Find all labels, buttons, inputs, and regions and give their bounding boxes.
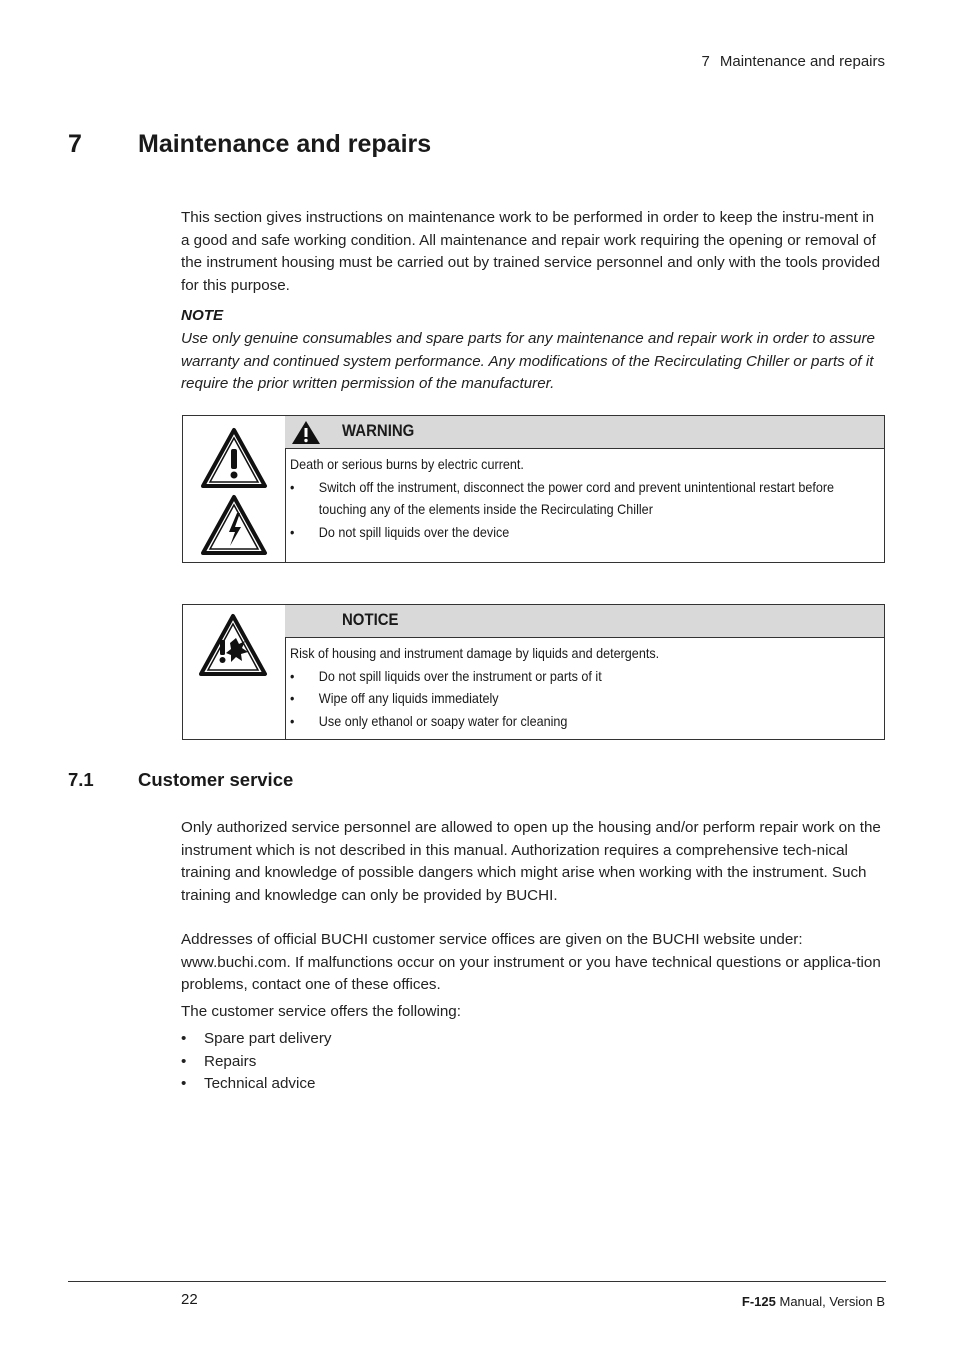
- running-header-number: 7: [701, 53, 710, 70]
- bullet-dot: •: [181, 1075, 187, 1092]
- page-number: 22: [181, 1291, 198, 1308]
- notice-lead: Risk of housing and instrument damage by liquids and detergents.: [290, 645, 660, 661]
- note-label: NOTE: [181, 307, 224, 324]
- running-header-title: Maintenance and repairs: [719, 53, 885, 70]
- bullet-dot: •: [290, 523, 295, 540]
- customer-service-paragraph-1: Only authorized service personnel are allowed to open up the housing and/or perform repair work on the instrument which is not described in this manual. Authorization requires a comprehensive tech-nical training and knowledge of possible dangers which might arise when working with the instrument. Such training and knowledge can only be provided by BUCHI.: [181, 819, 881, 904]
- warning-bullet: [290, 476, 880, 521]
- bullet-dot: •: [181, 1030, 187, 1047]
- property-damage-icon: [198, 613, 268, 677]
- warning-lead: Death or serious burns by electric current.: [290, 456, 524, 472]
- customer-service-paragraph-2: Addresses of official BUCHI customer service offices are given on the BUCHI website under: www.buchi.com. If malfunctions occur on your instrument or you have technical questions or applica-tion problems, contact one of these offices.: [181, 931, 881, 993]
- warning-title: WARNING: [342, 421, 415, 440]
- chapter-title: Maintenance and repairs: [138, 130, 432, 158]
- footer-product: F-125: [741, 1294, 776, 1309]
- list-item: [181, 1028, 331, 1051]
- notice-bullet-text: Use only ethanol or soapy water for cleaning: [318, 712, 568, 729]
- notice-bullet: [290, 687, 880, 710]
- warning-icon-column: [183, 416, 286, 562]
- offers-list: [181, 1028, 331, 1096]
- customer-service-paragraph-3: The customer service offers the following:: [181, 1003, 461, 1020]
- warning-box: [182, 415, 885, 563]
- general-warning-icon: [200, 427, 268, 489]
- warning-bullet-text: Switch off the instrument, disconnect the power cord and prevent unintentional restart before touching any of the elements inside the Recirculating Chiller: [318, 478, 835, 517]
- bullet-dot: •: [290, 690, 295, 706]
- footer-rule: [68, 1281, 886, 1282]
- bullet-dot: •: [181, 1052, 187, 1070]
- bullet-dot: •: [290, 712, 295, 729]
- notice-content: [290, 642, 880, 732]
- notice-bullet-text: Do not spill liquids over the instrument or parts of it: [318, 667, 602, 684]
- bullet-dot: •: [290, 667, 295, 684]
- section-number: 7.1: [68, 769, 94, 790]
- notice-header: [285, 605, 884, 638]
- section-title: Customer service: [138, 769, 294, 790]
- warning-bullet-text: Do not spill liquids over the device: [318, 523, 510, 540]
- notice-bullet: [290, 710, 880, 733]
- notice-box: [182, 604, 885, 740]
- notice-bullet: [290, 665, 880, 688]
- running-header: [702, 53, 885, 70]
- electric-hazard-icon: [200, 494, 268, 556]
- notice-icon-column: [183, 605, 286, 739]
- list-item-text: Repairs: [204, 1052, 257, 1070]
- chapter-number: 7: [68, 130, 82, 158]
- list-item: [181, 1073, 331, 1096]
- warning-bullet: [290, 521, 880, 544]
- footer-doc: Manual, Version B: [775, 1294, 885, 1309]
- note-text: Use only genuine consumables and spare parts for any maintenance and repair work in order to assure warranty and continued system performance. Any modifications of the Recirculating Chiller or parts of it require the prior written permission of the manufacturer.: [181, 330, 875, 392]
- notice-title: NOTICE: [342, 610, 399, 629]
- list-item-text: Spare part delivery: [204, 1030, 332, 1047]
- list-item-text: Technical advice: [204, 1075, 316, 1092]
- intro-paragraph: This section gives instructions on maintenance work to be performed in order to keep the instru-ment in a good and safe working condition. All maintenance and repair work requiring the opening or removal of the instrument housing must be carried out by trained service personnel and only with the tools provided for this purpose.: [181, 209, 881, 294]
- notice-bullet-text: Wipe off any liquids immediately: [318, 690, 499, 706]
- warning-triangle-icon: [291, 420, 321, 445]
- bullet-dot: •: [290, 478, 295, 495]
- warning-content: [290, 453, 880, 543]
- footer-document-info: [742, 1294, 885, 1309]
- list-item: [181, 1051, 331, 1074]
- warning-header: [285, 416, 884, 449]
